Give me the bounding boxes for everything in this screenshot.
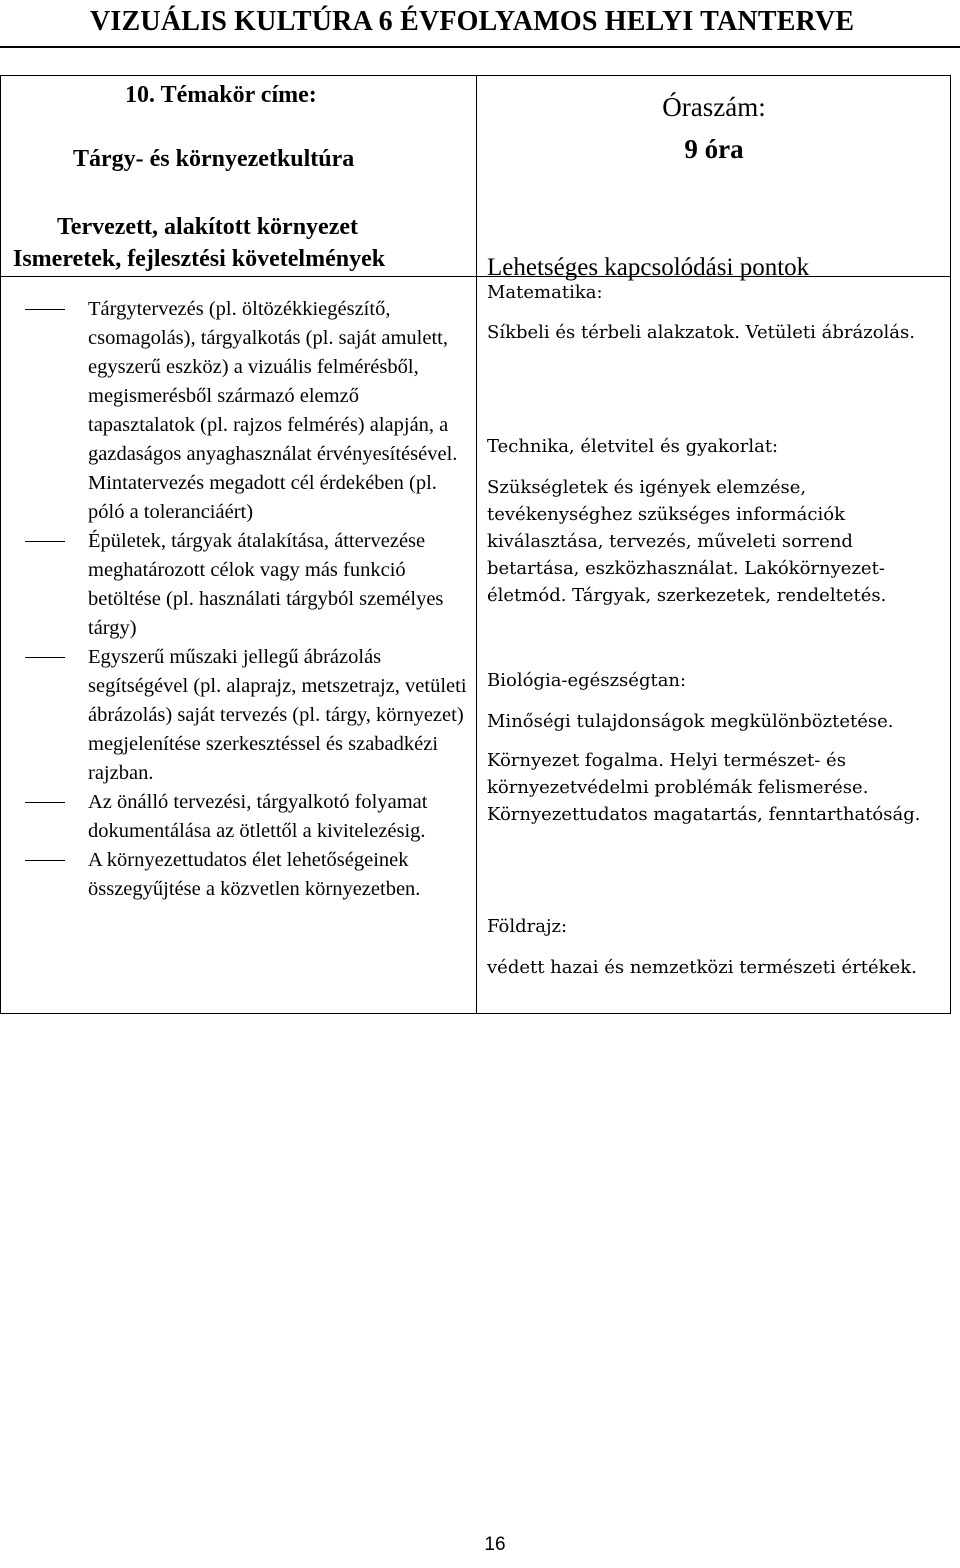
- subject-geo-text: védett hazai és nemzetközi természeti értékek.: [487, 957, 917, 978]
- list-item: A környezettudatos élet lehetőségeinek összegyűjtése a közvetlen környezetben.: [1, 846, 477, 904]
- connections-heading: Lehetséges kapcsolódási pontok: [487, 254, 810, 281]
- hours-value: 9 óra: [684, 134, 744, 164]
- subject-math-text: Síkbeli és térbeli alakzatok. Vetületi ábrázolás.: [487, 322, 915, 343]
- subject-bio-text-2: Környezet fogalma. Helyi természet- és környezetvédelmi problémák felismerése. Környezettudatos magatartás, fenntarthatóság.: [487, 750, 921, 825]
- subject-geo-label: Földrajz:: [487, 916, 568, 937]
- subject-math-label: Matematika:: [487, 282, 603, 303]
- curriculum-table: [0, 75, 951, 1014]
- list-item: Egyszerű műszaki jellegű ábrázolás segítségével (pl. alaprajz, metszetrajz, vetületi ábrázolás) saját tervezés (pl. tárgy, környezet) megjelenítése szerkesztéssel és szabadkézi rajzban.: [1, 643, 477, 788]
- topic-subtitle: Tervezett, alakított környezet: [57, 214, 359, 240]
- dash-bullet-icon: [25, 657, 65, 658]
- dash-bullet-icon: [25, 802, 65, 803]
- subject-tech-text: Szükségletek és igények elemzése, tevékenységhez szükséges információk kiválasztása, tervezés, műveleti sorrend betartása, eszközhasználat. Lakókörnyezet-életmód. Tárgyak, szerkezetek, rendeltetés.: [487, 477, 887, 606]
- document-title: VIZUÁLIS KULTÚRA 6 ÉVFOLYAMOS HELYI TANTERVE: [90, 6, 855, 37]
- list-item: Tárgytervezés (pl. öltözékkiegészítő, csomagolás), tárgyalkotás (pl. saját amulett, egyszerű eszköz) a vizuális felmérésből, megismerésből származó elemző tapasztalatok (pl. rajzos felmérés) alapján, a gazdaságos anyaghasználat érvényesítésével. Mintatervezés megadott cél érdekében (pl. póló a toleranciáért): [1, 295, 477, 527]
- hours-cell: [477, 76, 951, 281]
- list-item: Az önálló tervezési, tárgyalkotó folyamat dokumentálása az ötlettől a kivitelezésig.: [1, 788, 477, 846]
- list-item: Épületek, tárgyak átalakítása, áttervezése meghatározott célok vagy más funkció betöltése (pl. használati tárgyból személyes tárgy): [1, 527, 477, 643]
- page-header: [0, 0, 960, 50]
- requirements-list: [1, 295, 477, 904]
- page-number: 16: [484, 1534, 506, 1555]
- subject-bio-label: Biológia-egészségtan:: [487, 670, 687, 691]
- requirements-heading: Ismeretek, fejlesztési követelmények: [13, 246, 386, 272]
- connections-cell: [477, 277, 951, 1014]
- topic-title: Tárgy- és környezetkultúra: [73, 146, 355, 172]
- topic-cell: [1, 76, 477, 277]
- dash-bullet-icon: [25, 541, 65, 542]
- topic-label: 10. Témakör címe:: [125, 82, 317, 108]
- dash-bullet-icon: [25, 860, 65, 861]
- subject-tech-label: Technika, életvitel és gyakorlat:: [487, 436, 779, 457]
- dash-bullet-icon: [25, 309, 65, 310]
- header-rule: [0, 46, 960, 48]
- hours-label: Óraszám:: [662, 92, 766, 122]
- requirements-cell: [1, 277, 477, 1014]
- subject-bio-text-1: Minőségi tulajdonságok megkülönböztetése.: [487, 711, 894, 732]
